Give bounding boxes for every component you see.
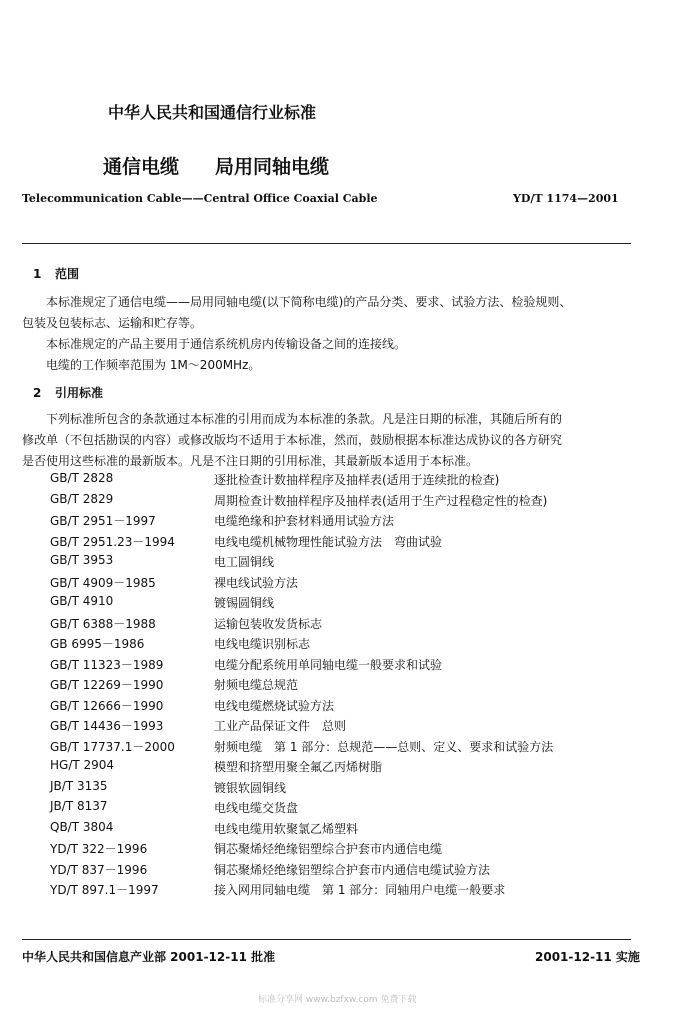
reference-title: 电线电缆用软聚氯乙烯塑料 [214,821,359,836]
reference-code: GB/T 3953 [50,553,114,567]
approval-line: 中华人民共和国信息产业部 2001-12-11 批准 [22,950,276,964]
reference-title: 电线电缆交货盘 [214,801,299,815]
reference-title: 运输包装收发货标志 [214,616,323,631]
section-2-line: 是否使用这些标准的最新版本。凡是不注日期的引用标准，其最新版本适用于本标准。 [22,454,479,468]
section-1-line: 本标准规定了通信电缆——局用同轴电缆(以下简称电缆)的产品分类、要求、试验方法、检验规则、 [46,295,572,309]
reference-code: GB/T 6388－1988 [50,616,156,631]
reference-code: JB/T 8137 [50,799,108,813]
standard-number: YD/T 1174—2001 [513,192,619,205]
implementation-date: 2001-12-11 实施 [535,950,640,964]
section-1-line: 包装及包装标志、运输和贮存等。 [22,316,203,330]
section-2-body [22,409,631,472]
reference-title: 周期检查计数抽样程序及抽样表(适用于生产过程稳定性的检查) [214,493,548,508]
reference-title: 裸电线试验方法 [214,575,299,590]
reference-code: YD/T 322－1996 [50,842,148,856]
section-1-number: 1 [33,267,42,281]
reference-title: 电线电缆机械物理性能试验方法 弯曲试验 [214,534,443,549]
reference-code: HG/T 2904 [50,758,115,772]
reference-title: 接入网用同轴电缆 第 1 部分：同轴用户电缆一般要求 [214,883,506,897]
reference-title: 电线电缆识别标志 [214,637,311,651]
reference-title: 模塑和挤塑用聚全氟乙丙烯树脂 [214,760,383,774]
section-2-line: 修改单（不包括勘误的内容）或修改版均不适用于本标准，然而，鼓励根据本标准达成协议的各方研究 [22,433,563,447]
industry-standard-heading: 中华人民共和国通信行业标准 [108,103,317,122]
reference-title: 电缆分配系统用单同轴电缆一般要求和试验 [214,657,443,672]
section-1-line: 电缆的工作频率范围为 1M～200MHz。 [46,358,261,372]
document-title-cn [103,152,329,179]
title-cn-part1: 通信电缆 [103,156,180,178]
reference-code: GB 6995－1986 [50,637,145,651]
section-1-title: 范围 [55,267,80,281]
reference-code: YD/T 897.1－1997 [50,883,159,897]
reference-code: GB/T 2828 [50,471,114,485]
section-2-title: 引用标准 [55,386,104,400]
reference-title: 电工圆铜线 [214,555,275,569]
reference-title: 电缆绝缘和护套材料通用试验方法 [214,514,395,528]
reference-code: GB/T 2951.23－1994 [50,534,175,549]
reference-title: 铜芯聚烯烃绝缘铝塑综合护套市内通信电缆试验方法 [214,862,491,877]
reference-code: YD/T 837－1996 [50,862,148,877]
reference-code: GB/T 11323－1989 [50,657,164,672]
section-2-number: 2 [33,386,42,400]
section-1-body [22,292,631,376]
reference-code: GB/T 14436－1993 [50,719,164,733]
section-2-heading [33,384,103,401]
footer-divider [22,939,631,940]
reference-code: GB/T 12269－1990 [50,678,164,692]
reference-title: 铜芯聚烯烃绝缘铝塑综合护套市内通信电缆 [214,842,443,856]
reference-title: 工业产品保证文件 总则 [214,719,347,733]
document-title-en: Telecommunication Cable——Central Office Coaxial Cable [22,192,378,205]
reference-code: GB/T 17737.1－2000 [50,739,175,754]
section-1-heading [33,265,79,282]
reference-code: GB/T 2829 [50,491,114,506]
reference-code: GB/T 4910 [50,594,114,608]
reference-code: QB/T 3804 [50,819,114,834]
reference-title: 电线电缆燃烧试验方法 [214,698,335,713]
reference-title: 镀锡圆铜线 [214,596,275,610]
header-divider [22,243,631,244]
reference-code: JB/T 3135 [50,778,108,793]
title-cn-part2: 局用同轴电缆 [215,156,330,178]
reference-code: GB/T 2951－1997 [50,514,156,528]
watermark-text: 标准分享网 www.bzfxw.com 免费下载 [258,995,417,1005]
reference-code: GB/T 12666－1990 [50,698,164,713]
reference-title: 射频电缆总规范 [214,678,299,692]
reference-title: 逐批检查计数抽样程序及抽样表(适用于连续批的检查) [214,473,500,487]
section-2-line: 下列标准所包含的条款通过本标准的引用而成为本标准的条款。凡是注日期的标准，其随后所有的 [46,412,563,426]
section-1-line: 本标准规定的产品主要用于通信系统机房内传输设备之间的连接线。 [46,337,407,351]
reference-title: 镀银软圆铜线 [214,780,287,795]
reference-title: 射频电缆 第 1 部分：总规范——总则、定义、要求和试验方法 [214,739,554,754]
reference-code: GB/T 4909－1985 [50,575,156,590]
